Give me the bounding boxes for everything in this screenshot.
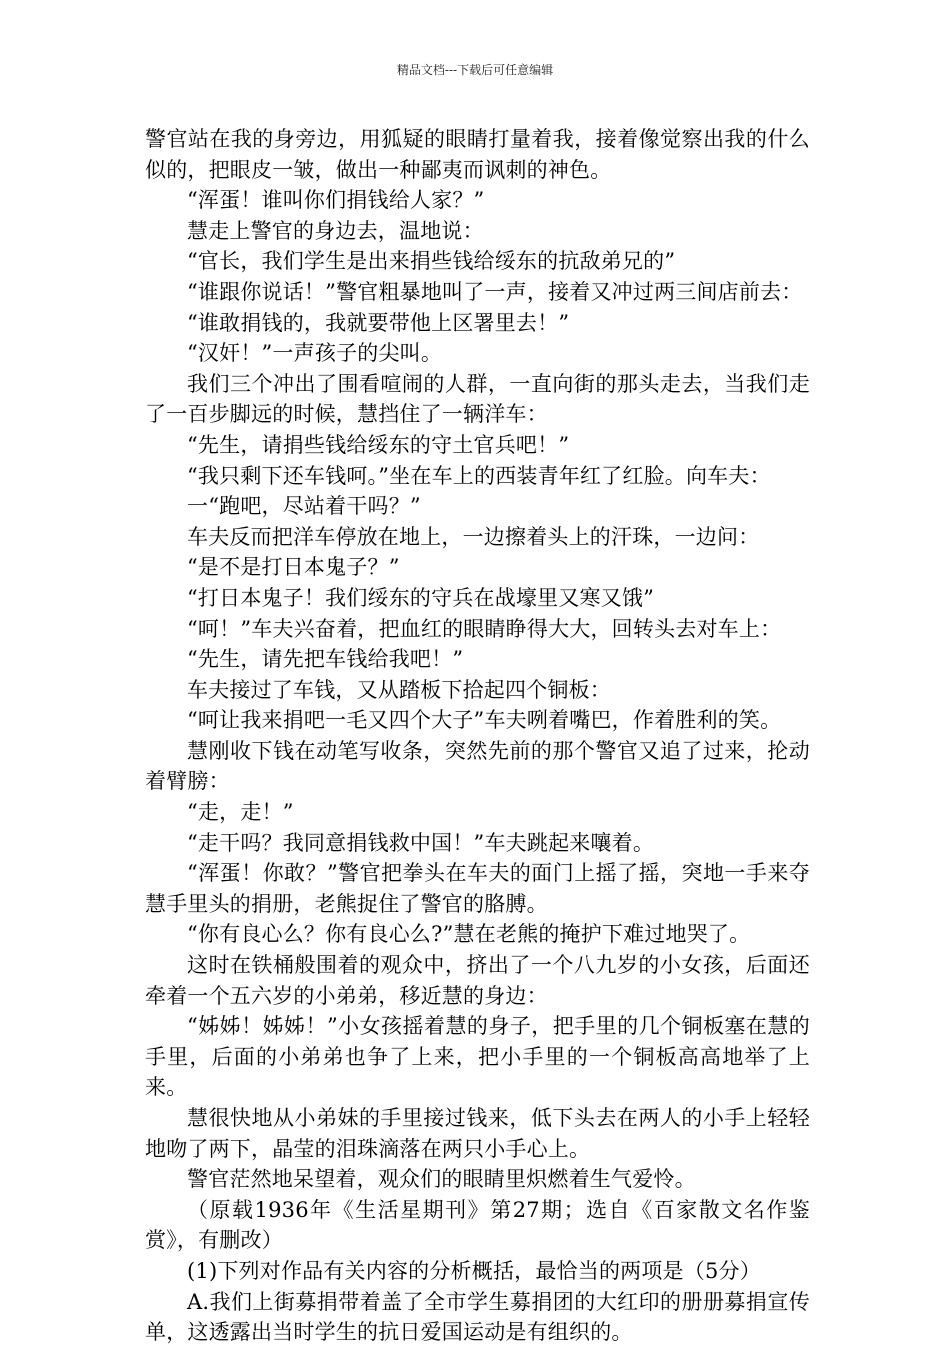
paragraph-12: 车夫反而把洋车停放在地上，一边擦着头上的汗珠，一边问： <box>187 524 760 549</box>
paragraph-22: “浑蛋！你敢？”警官把拳头在车夫的面门上摇了摇，突地一手来夺慧手里头的捐册，老熊捉住了警官的胳膊。 <box>145 861 810 916</box>
paragraph-27: 警官茫然地呆望着，观众们的眼睛里炽燃着生气爱怜。 <box>187 1167 696 1192</box>
paragraph-26: 慧很快地从小弟妹的手里接过钱来，低下头去在两人的小手上轻轻地吻了两下，晶莹的泪珠滴落在两只小手心上。 <box>145 1106 810 1161</box>
paragraph-4: “官长，我们学生是出来捐些钱给绥东的抗敌弟兄的” <box>187 249 676 274</box>
paragraph-10: “我只剩下还车钱呵。”坐在车上的西装青年红了红脸。向车夫： <box>187 463 771 488</box>
paragraph-13: “是不是打日本鬼子？” <box>187 555 400 580</box>
paragraph-3: 慧走上警官的身边去，温地说： <box>187 218 484 243</box>
paragraph-17: 车夫接过了车钱，又从踏板下拾起四个铜板： <box>187 677 611 702</box>
paragraph-19: 慧刚收下钱在动笔写收条，突然先前的那个警官又追了过来，抡动着臂膀： <box>145 738 810 794</box>
page-header: 精品文档---下载后可任意编辑 <box>396 63 554 77</box>
paragraph-21: “走干吗？我同意捐钱救中国！”车夫跳起来嚷着。 <box>187 830 655 855</box>
question-1: (1)下列对作品有关内容的分析概括，最恰当的两项是（5分） <box>187 1258 761 1283</box>
paragraph-7: “汉奸！”一声孩子的尖叫。 <box>187 341 443 366</box>
paragraph-6: “谁敢捐钱的，我就要带他上区署里去！” <box>187 310 570 335</box>
question-1-option-a: A.我们上街募捐带着盖了全市学生募捐团的大红印的册册募捐宣传单，这透露出当时学生的抗日爱国运动是有组织的。 <box>145 1289 810 1345</box>
document-body <box>145 124 810 1348</box>
paragraph-20: “走，走！” <box>187 800 294 825</box>
paragraph-11: 一“跑吧，尽站着干吗？” <box>187 494 421 519</box>
paragraph-8: 我们三个冲出了围看喧闹的人群，一直向街的那头走去，当我们走了一百步脚远的时候，慧挡住了一辆洋车： <box>145 371 810 427</box>
paragraph-15: “呵！”车夫兴奋着，把血红的眼睛睁得大大，回转头去对车上： <box>187 616 782 641</box>
paragraph-9: “先生，请捐些钱给绥东的守土官兵吧！” <box>187 432 570 457</box>
paragraph-14: “打日本鬼子！我们绥东的守兵在战壕里又寒又饿” <box>187 585 655 610</box>
source-citation: （原载1936年《生活星期刊》第27期；选自《百家散文名作鉴赏》，有删改） <box>145 1197 810 1253</box>
paragraph-1: 警官站在我的身旁边，用狐疑的眼睛打量着我，接着像觉察出我的什么似的，把眼皮一皱，做出一种鄙夷而讽刺的神色。 <box>145 127 810 182</box>
paragraph-2: “浑蛋！谁叫你们捐钱给人家？” <box>187 188 485 213</box>
paragraph-18: “呵让我来捐吧一毛又四个大子”车夫咧着嘴巴，作着胜利的笑。 <box>187 708 782 733</box>
paragraph-24: 这时在铁桶般围着的观众中，挤出了一个八九岁的小女孩，后面还牵着一个五六岁的小弟弟，移近慧的身边： <box>145 953 810 1008</box>
paragraph-16: “先生，请先把车钱给我吧！” <box>187 647 464 672</box>
paragraph-23: “你有良心么？你有良心么?”慧在老熊的掩护下难过地哭了。 <box>187 922 751 947</box>
paragraph-25: “姊姊！姊姊！”小女孩摇着慧的身子，把手里的几个铜板塞在慧的手里，后面的小弟弟也争了上来，把小手里的一个铜板高高地举了上来。 <box>145 1014 810 1100</box>
paragraph-5: “谁跟你说话！”警官粗暴地叫了一声，接着又冲过两三间店前去： <box>187 279 803 304</box>
